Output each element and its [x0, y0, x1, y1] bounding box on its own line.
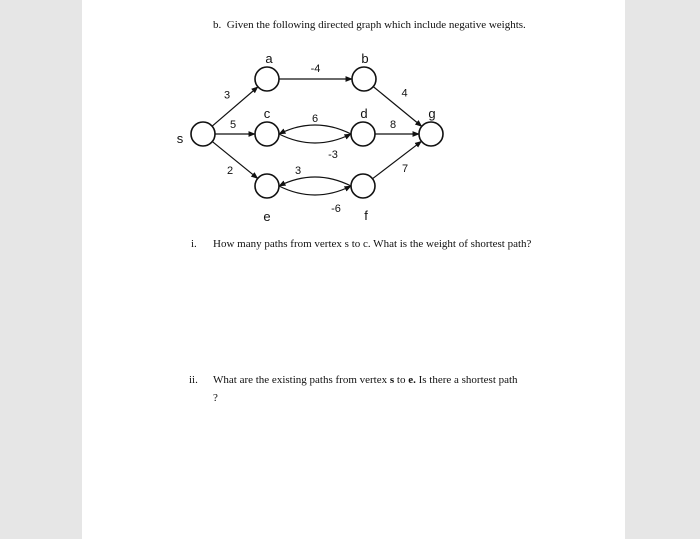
- node-label-c: c: [263, 106, 271, 121]
- question-i-number: i.: [191, 238, 197, 250]
- edge-d-c: [279, 125, 351, 134]
- question-ii-bold-s: s: [389, 374, 395, 386]
- node-label-a: a: [265, 51, 273, 66]
- node-label-d: d: [360, 106, 368, 121]
- edge-weight-d-c: -3: [328, 149, 338, 161]
- question-b-label: b.: [213, 19, 222, 31]
- edge-e-f: [279, 186, 351, 195]
- node-d: [351, 122, 375, 146]
- edge-weight-s-e: 2: [226, 165, 234, 177]
- question-b-text: Given the following directed graph which include negative weights.: [226, 19, 526, 31]
- node-s: [191, 122, 215, 146]
- graph-labels: [177, 51, 436, 224]
- node-label-b: b: [361, 51, 369, 66]
- node-a: [255, 67, 279, 91]
- edge-weight-a-b: -4: [310, 63, 321, 75]
- edge-f-g: [373, 141, 422, 178]
- edge-weight-f-g: 7: [401, 163, 409, 175]
- question-ii-part1: What are the existing paths from vertex: [213, 374, 390, 386]
- edge-weight-b-g: 4: [401, 87, 408, 100]
- edge-weight-c-d: 6: [311, 113, 319, 125]
- node-label-g: g: [428, 106, 436, 121]
- node-label-f: f: [364, 208, 368, 223]
- edge-weight-s-a: 3: [223, 89, 231, 102]
- edge-weight-f-e: -6: [331, 203, 341, 215]
- question-ii-continuation: ?: [213, 392, 218, 404]
- question-ii-number: ii.: [189, 374, 198, 386]
- node-c: [255, 122, 279, 146]
- question-ii-part2: to: [394, 374, 409, 386]
- edge-b-g: [373, 87, 421, 127]
- edge-weight-e-f: 3: [294, 165, 302, 177]
- node-e: [255, 174, 279, 198]
- node-f: [351, 174, 375, 198]
- graph-edges: [212, 79, 422, 195]
- edge-weight-s-c: 5: [229, 119, 237, 131]
- node-g: [419, 122, 443, 146]
- node-label-e: e: [263, 209, 271, 224]
- node-b: [352, 67, 376, 91]
- edge-f-e: [279, 177, 351, 186]
- question-ii-text: [213, 374, 518, 386]
- node-label-s: s: [176, 131, 184, 146]
- question-ii-part3: Is there a shortest path: [415, 374, 518, 386]
- edge-c-d: [279, 134, 351, 143]
- edge-weight-d-g: 8: [389, 119, 397, 131]
- question-i-text: How many paths from vertex s to c. What is the weight of shortest path?: [213, 238, 532, 250]
- edge-s-e: [212, 142, 257, 179]
- question-ii-bold-e: e.: [408, 374, 416, 386]
